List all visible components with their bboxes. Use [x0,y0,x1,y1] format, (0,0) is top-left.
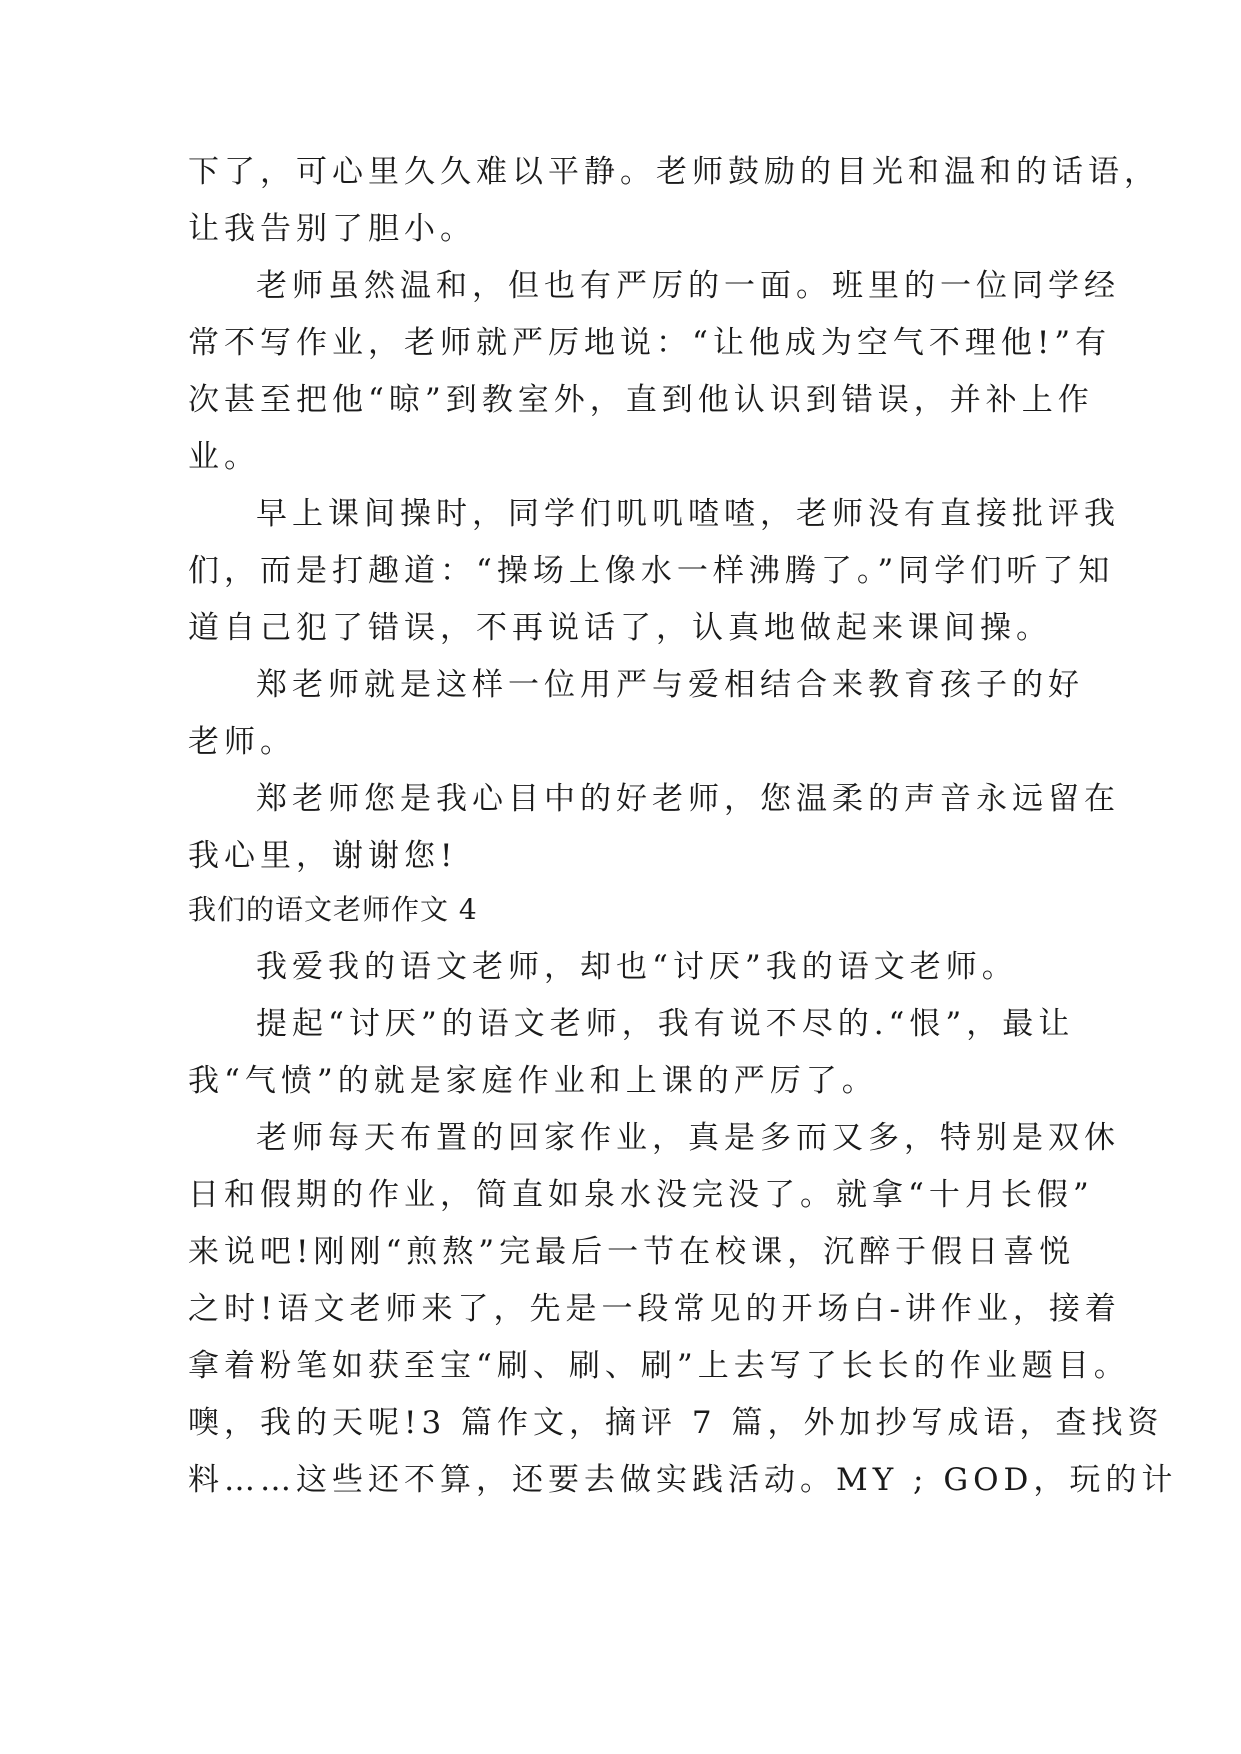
text-line: 郑老师就是这样一位用严与爱相结合来教育孩子的好 [256,667,1084,703]
section-heading: 我们的语文老师作文 4 [188,893,478,926]
text-line: 郑老师您是我心目中的好老师，您温柔的声音永远留在 [256,781,1120,817]
text-line: 提起“讨厌”的语文老师，我有说不尽的.“恨”，最让 [256,1006,1075,1042]
text-line: 老师每天布置的回家作业，真是多而又多，特别是双休 [256,1120,1120,1156]
text-line: 日和假期的作业，简直如泉水没完没了。就拿“十月长假” [188,1177,1094,1213]
text-line: 老师虽然温和，但也有严厉的一面。班里的一位同学经 [256,268,1120,304]
text-line: 我“气愤”的就是家庭作业和上课的严厉了。 [188,1063,878,1099]
text-line: 拿着粉笔如获至宝“刷、刷、刷”上去写了长长的作业题目。 [188,1348,1130,1384]
text-line: 下了，可心里久久难以平静。老师鼓励的目光和温和的话语， [188,154,1160,190]
text-line: 老师。 [188,724,296,760]
text-line: 们，而是打趣道：“操场上像水一样沸腾了。”同学们听了知 [188,553,1115,589]
text-line: 常不写作业，老师就严厉地说：“让他成为空气不理他!”有 [188,325,1112,361]
text-line: 料……这些还不算，还要去做实践活动。MY ; GOD，玩的计 [188,1462,1178,1498]
text-line: 早上课间操时，同学们叽叽喳喳，老师没有直接批评我 [256,496,1120,532]
text-line: 来说吧!刚刚“煎熬”完最后一节在校课，沉醉于假日喜悦 [188,1234,1076,1270]
text-line: 次甚至把他“晾”到教室外，直到他认识到错误，并补上作 [188,382,1094,418]
text-line: 让我告别了胆小。 [188,211,476,247]
text-line: 道自己犯了错误，不再说话了，认真地做起来课间操。 [188,610,1052,646]
text-line: 我心里，谢谢您! [188,838,458,874]
text-line: 之时!语文老师来了，先是一段常见的开场白-讲作业，接着 [188,1291,1121,1327]
text-line: 业。 [188,439,260,475]
text-line: 我爱我的语文老师，却也“讨厌”我的语文老师。 [256,949,1018,985]
text-line: 噢，我的天呢!3 篇作文，摘评 7 篇，外加抄写成语，查找资 [188,1405,1164,1441]
